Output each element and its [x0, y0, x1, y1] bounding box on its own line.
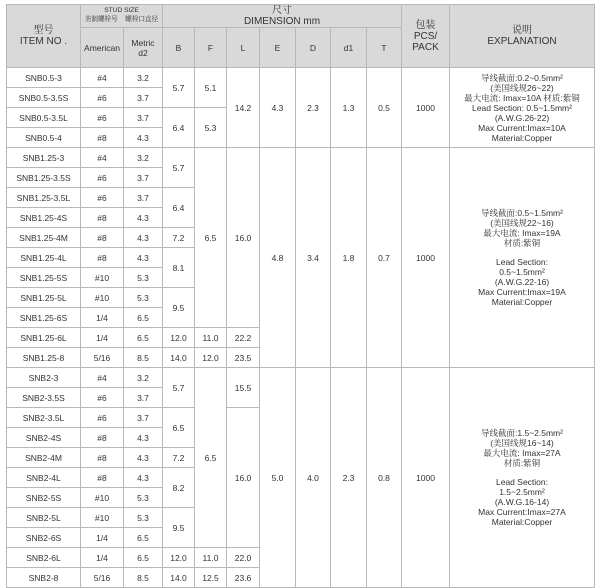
explanation-snb1-25 [450, 148, 595, 368]
header-stud-size [81, 5, 163, 28]
item-no: SNB1.25-3 [7, 148, 81, 168]
metric-size: 4.3 [124, 208, 163, 228]
item-no: SNB1.25-5L [7, 288, 81, 308]
dim-f: 11.0 [195, 548, 227, 568]
metric-size: 4.3 [124, 468, 163, 488]
dim-f: 5.1 [195, 68, 227, 108]
dim-b: 9.5 [163, 508, 195, 548]
spec-table [6, 4, 595, 588]
item-no: SNB1.25-5S [7, 268, 81, 288]
metric-size: 4.3 [124, 428, 163, 448]
metric-size: 5.3 [124, 268, 163, 288]
dim-l: 16.0 [227, 408, 260, 548]
dim-d1: 1.8 [331, 148, 367, 368]
dim-f: 6.5 [195, 368, 227, 548]
dim-b: 5.7 [163, 68, 195, 108]
explanation-line: 材质:紫铜 [503, 458, 541, 468]
american-size: #8 [81, 228, 124, 248]
header-stud-title: STUD SIZE [104, 7, 139, 14]
dim-b: 7.2 [163, 228, 195, 248]
american-size: #10 [81, 268, 124, 288]
dim-t: 0.7 [367, 148, 402, 368]
header-expl-en: EXPLANATION [487, 36, 557, 47]
american-size: #6 [81, 108, 124, 128]
header-dim-l: L [227, 28, 260, 68]
dim-d1: 1.3 [331, 68, 367, 148]
dim-l: 15.5 [227, 368, 260, 408]
item-no: SNB2-5S [7, 488, 81, 508]
header-american [81, 28, 124, 68]
item-no: SNB1.25-4M [7, 228, 81, 248]
american-size: #6 [81, 408, 124, 428]
dim-b: 6.4 [163, 188, 195, 228]
header-metric-line1: Metric [131, 37, 155, 48]
american-size: #8 [81, 448, 124, 468]
american-size: #8 [81, 248, 124, 268]
dim-b: 5.7 [163, 148, 195, 188]
dim-l: 23.5 [227, 348, 260, 368]
header-dim-d: D [296, 28, 331, 68]
explanation-line: (美国线规22~16) [490, 218, 554, 228]
item-no: SNB0.5-4 [7, 128, 81, 148]
american-size: 1/4 [81, 528, 124, 548]
american-size: 1/4 [81, 308, 124, 328]
metric-size: 3.7 [124, 388, 163, 408]
item-no: SNB1.25-3.5L [7, 188, 81, 208]
header-pack-en1: PCS/ [413, 30, 438, 42]
dim-f: 11.0 [195, 328, 227, 348]
explanation-line: 材质:紫铜 [503, 238, 541, 248]
explanation-line: 1.5~2.5mm² [499, 487, 545, 497]
dim-b: 12.0 [163, 548, 195, 568]
explanation-line: Material:Copper [491, 517, 553, 527]
explanation-spacer [450, 468, 594, 477]
metric-size: 3.7 [124, 88, 163, 108]
item-no: SNB2-4M [7, 448, 81, 468]
explanation-line: 最大电流: Imax=19A [483, 228, 561, 238]
dim-l: 22.0 [227, 548, 260, 568]
header-item-en: ITEM NO . [19, 36, 68, 47]
explanation-line: (美国线规26~22) [490, 82, 554, 93]
item-no: SNB2-6S [7, 528, 81, 548]
explanation-snb2 [450, 368, 595, 588]
item-no: SNB1.25-8 [7, 348, 81, 368]
item-no: SNB2-6L [7, 548, 81, 568]
item-no: SNB0.5-3.5L [7, 108, 81, 128]
metric-size: 6.5 [124, 548, 163, 568]
item-no: SNB2-4S [7, 428, 81, 448]
metric-size: 3.7 [124, 108, 163, 128]
american-size: #6 [81, 388, 124, 408]
explanation-line: 导线截面:1.5~2.5mm² [481, 428, 563, 438]
header-dim-t: T [367, 28, 402, 68]
dim-b: 14.0 [163, 568, 195, 588]
american-size: #4 [81, 148, 124, 168]
item-no: SNB2-8 [7, 568, 81, 588]
american-size: #6 [81, 188, 124, 208]
item-no: SNB2-3.5L [7, 408, 81, 428]
american-size: 5/16 [81, 348, 124, 368]
metric-size: 4.3 [124, 248, 163, 268]
american-size: #8 [81, 208, 124, 228]
metric-size: 5.3 [124, 488, 163, 508]
dim-d: 2.3 [296, 68, 331, 148]
table-row [7, 368, 595, 388]
item-no: SNB2-3 [7, 368, 81, 388]
header-metric-line2: d2 [138, 47, 148, 58]
header-pack [402, 5, 450, 68]
metric-size: 8.5 [124, 568, 163, 588]
metric-size: 5.3 [124, 288, 163, 308]
pack-qty: 1000 [402, 368, 450, 588]
item-no: SNB1.25-4L [7, 248, 81, 268]
table-header [7, 5, 595, 68]
item-no: SNB0.5-3 [7, 68, 81, 88]
table-row [7, 68, 595, 88]
explanation-line: (A.W.G.26-22) [494, 112, 550, 123]
metric-size: 3.7 [124, 188, 163, 208]
dim-b: 12.0 [163, 328, 195, 348]
dim-f: 6.5 [195, 148, 227, 328]
metric-size: 3.2 [124, 148, 163, 168]
dim-b: 6.5 [163, 408, 195, 448]
header-expl-cn: 说明 [512, 25, 532, 36]
dim-b: 8.1 [163, 248, 195, 288]
metric-size: 3.2 [124, 68, 163, 88]
item-no: SNB1.25-6L [7, 328, 81, 348]
header-item-cn: 型号 [33, 25, 54, 36]
dim-e: 4.8 [260, 148, 296, 368]
explanation-line: Max Current:Imax=19A [478, 287, 566, 297]
metric-size: 4.3 [124, 448, 163, 468]
header-pack-en2: PACK [412, 41, 439, 53]
metric-size: 3.7 [124, 168, 163, 188]
header-metric [124, 28, 163, 68]
explanation-line: Lead Section: 0.5~1.5mm² [472, 102, 572, 113]
header-stud-american-cn: 美制螺栓号 [84, 16, 118, 23]
dim-b: 14.0 [163, 348, 195, 368]
metric-size: 4.3 [124, 228, 163, 248]
header-dim-en: DIMENSION mm [243, 16, 321, 27]
dim-l: 14.2 [227, 68, 260, 148]
header-dim-f: F [195, 28, 227, 68]
item-no: SNB1.25-3.5S [7, 168, 81, 188]
dim-t: 0.5 [367, 68, 402, 148]
explanation-line: 最大电流: Imax=10A 材质:紫铜 [464, 92, 580, 103]
metric-size: 8.5 [124, 348, 163, 368]
dim-e: 5.0 [260, 368, 296, 588]
american-size: #4 [81, 68, 124, 88]
metric-size: 5.3 [124, 508, 163, 528]
header-dimension [163, 5, 402, 28]
header-dim-e: E [260, 28, 296, 68]
dim-b: 5.7 [163, 368, 195, 408]
explanation-line: Max Current:Imax=27A [478, 507, 566, 517]
item-no: SNB1.25-4S [7, 208, 81, 228]
dim-b: 7.2 [163, 448, 195, 468]
dim-f: 12.0 [195, 348, 227, 368]
dim-d: 3.4 [296, 148, 331, 368]
item-no: SNB0.5-3.5S [7, 88, 81, 108]
explanation-line: 0.5~1.5mm² [499, 267, 545, 277]
american-size: #8 [81, 428, 124, 448]
item-no: SNB1.25-6S [7, 308, 81, 328]
explanation-snb0-5 [450, 68, 595, 148]
dim-b: 8.2 [163, 468, 195, 508]
item-no: SNB2-5L [7, 508, 81, 528]
american-size: #8 [81, 128, 124, 148]
pack-qty: 1000 [402, 68, 450, 148]
american-size: 1/4 [81, 548, 124, 568]
american-size: #10 [81, 288, 124, 308]
american-size: #8 [81, 468, 124, 488]
explanation-line: 导线截面:0.2~0.5mm² [481, 72, 563, 83]
metric-size: 3.2 [124, 368, 163, 388]
header-explanation [450, 5, 595, 68]
dim-l: 16.0 [227, 148, 260, 328]
pack-qty: 1000 [402, 148, 450, 368]
item-no: SNB2-3.5S [7, 388, 81, 408]
metric-size: 6.5 [124, 328, 163, 348]
explanation-line: Material:Copper [491, 297, 553, 307]
explanation-spacer [450, 248, 594, 257]
explanation-line: (美国线规16~14) [490, 438, 554, 448]
explanation-line: 导线截面:0.5~1.5mm² [481, 208, 563, 218]
dim-f: 12.5 [195, 568, 227, 588]
explanation-line: Material:Copper [491, 132, 553, 143]
dim-l: 22.2 [227, 328, 260, 348]
metric-size: 6.5 [124, 308, 163, 328]
american-size: #4 [81, 368, 124, 388]
explanation-line: (A.W.G.16-14) [494, 497, 550, 507]
american-size: #6 [81, 88, 124, 108]
american-size: #10 [81, 488, 124, 508]
explanation-line: 最大电流: Imax=27A [483, 448, 561, 458]
explanation-line: Lead Section: [496, 477, 548, 487]
header-dim-d1: d1 [331, 28, 367, 68]
header-pack-cn: 包装 [415, 19, 436, 31]
metric-size: 3.7 [124, 408, 163, 428]
dim-l: 23.6 [227, 568, 260, 588]
dim-b: 6.4 [163, 108, 195, 148]
header-dim-b: B [163, 28, 195, 68]
dim-f: 5.3 [195, 108, 227, 148]
header-dim-cn: 尺寸 [272, 5, 292, 16]
explanation-line: Max Current:Imax=10A [478, 122, 566, 133]
explanation-line: Lead Section: [496, 257, 548, 267]
table-body [7, 68, 595, 588]
dim-t: 0.8 [367, 368, 402, 588]
metric-size: 4.3 [124, 128, 163, 148]
dim-d: 4.0 [296, 368, 331, 588]
dim-e: 4.3 [260, 68, 296, 148]
american-size: #6 [81, 168, 124, 188]
metric-size: 6.5 [124, 528, 163, 548]
table-row [7, 148, 595, 168]
american-size: #10 [81, 508, 124, 528]
dim-b: 9.5 [163, 288, 195, 328]
dim-d1: 2.3 [331, 368, 367, 588]
header-stud-metric-cn: 螺栓口直径 [125, 16, 159, 23]
american-size: 1/4 [81, 328, 124, 348]
explanation-line: (A.W.G.22-16) [494, 277, 550, 287]
header-american-label: American [84, 42, 120, 53]
header-item-no [7, 5, 81, 68]
american-size: 5/16 [81, 568, 124, 588]
item-no: SNB2-4L [7, 468, 81, 488]
